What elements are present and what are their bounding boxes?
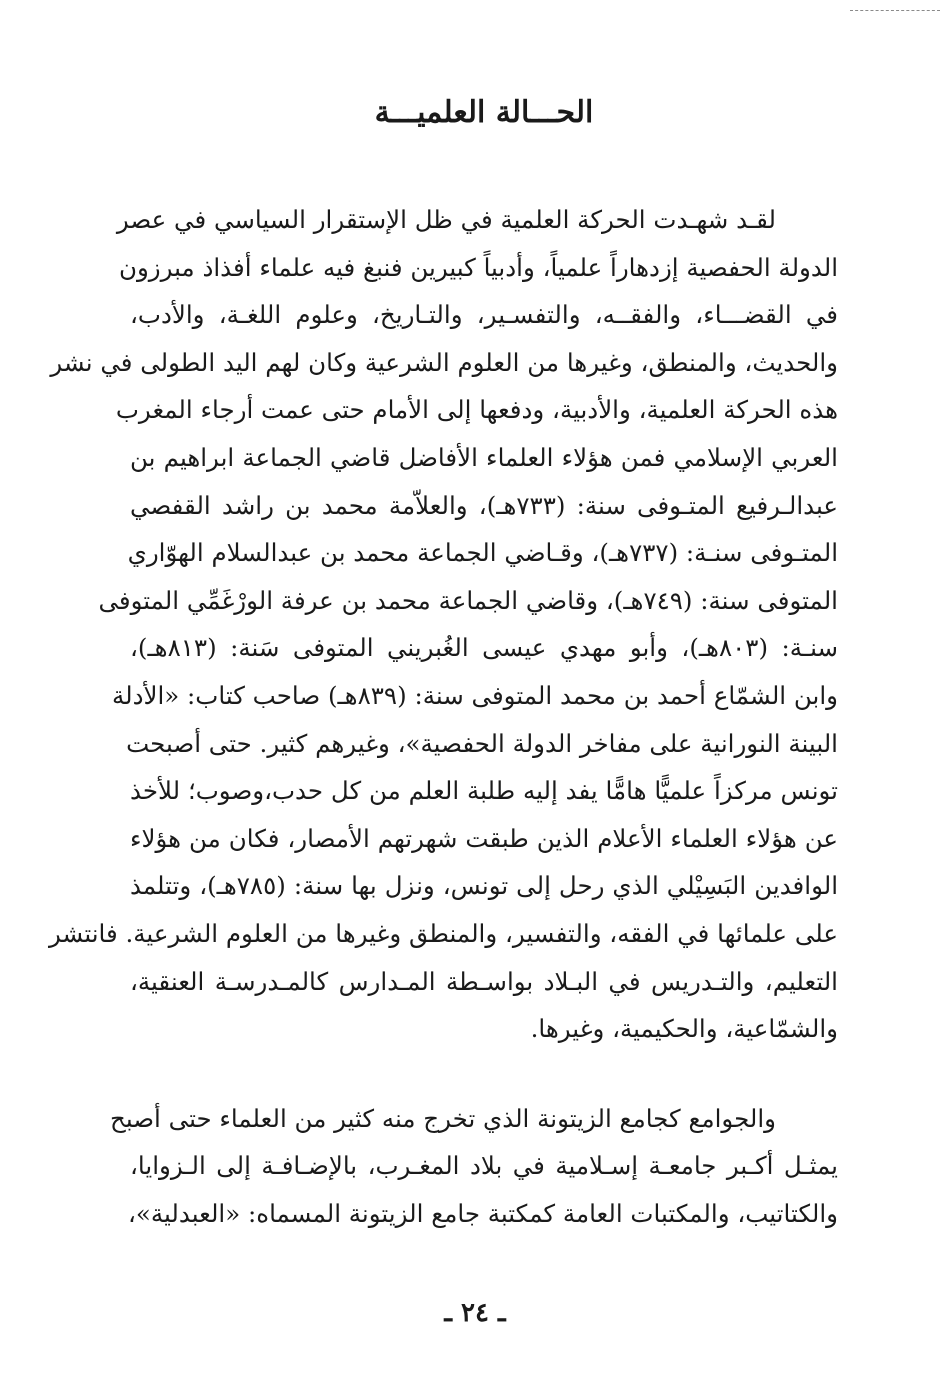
page-title: الحـــالة العلميـــة (374, 95, 594, 130)
text-line: سنـة: (٨٠٣هـ)، وأبو مهدي عيسى الغُبريني المتوفى سَنة: (٨١٣هـ)، (130, 633, 838, 663)
text-line: والحديث، والمنطق، وغيرها من العلوم الشرعية وكان لهم اليد الطولى في نشر (50, 347, 838, 377)
text-line: العربي الإسلامي فمن هؤلاء العلماء الأفاضل قاضي الجماعة ابراهيم بن (130, 442, 838, 472)
scan-edge-mark (850, 10, 940, 11)
document-page (48, 92, 838, 1237)
text-line: تونس مركزاً علميًّا هامًّا يفد إليه طلبة العلم من كل حدب،وصوب؛ للأخذ (130, 776, 838, 806)
text-line: المتوفى سنة: (٧٤٩هـ)، وقاضي الجماعة محمد بن عرفة الورْغَمِّي المتوفى (98, 585, 838, 615)
page-number: ـ ٢٤ ـ (444, 1298, 506, 1328)
text-line: عن هؤلاء العلماء الأعلام الذين طبقت شهرتهم الأمصار، فكان من هؤلاء (130, 823, 838, 853)
text-line: البينة النورانية على مفاخر الدولة الحفصية»، وغيرهم كثير. حتى أصبحت (126, 728, 838, 758)
text-line: على علمائها في الفقه، والتفسير، والمنطق وغيرها من العلوم الشرعية. فانتشر (48, 918, 838, 948)
text-line: والجوامع كجامع الزيتونة الذي تخرج منه كثير من العلماء حتى أصبح (110, 1103, 776, 1133)
paragraph-1 (48, 196, 838, 1053)
text-line: والشمّاعية، والحكيمية، وغيرها. (530, 1014, 838, 1044)
text-line: الدولة الحفصية إزدهاراً علمياً، وأدبياً كبيرين فنبغ فيه علماء أفذاذ مبرزون (118, 252, 838, 282)
text-line: هذه الحركة العلمية، والأدبية، ودفعها إلى الأمام حتى عمت أرجاء المغرب (115, 395, 838, 425)
text-line: المتـوفى سنـة: (٧٣٧هـ)، وقـاضي الجماعة محمد بن عبدالسلام الهوّاري (127, 538, 838, 568)
text-line: يمثـل أكـبر جامعـة إسـلامية في بلاد المغـرب، بالإضـافـة إلى الـزوايا، (130, 1151, 838, 1181)
text-line: التعليم، والتـدريس في البـلاد بواسـطة المـدارس كالمـدرسـة العنقية، (130, 966, 838, 996)
paragraph-2 (110, 1095, 838, 1238)
text-line: لقـد شهـدت الحركة العلمية في ظل الإستقرار السياسي في عصر (116, 205, 776, 234)
text-line: في القضـــاء، والفقــه، والتفسـير، والتـاريخ، وعلوم اللغـة، والأدب، (130, 300, 838, 330)
text-line: والكتاتيب، والمكتبات العامة كمكتبة جامع الزيتونة المسماه: «العبدلية»، (127, 1198, 838, 1228)
text-line: عبدالـرفيع المتـوفى سنة: (٧٣٣هـ)، والعلاّمة محمد بن راشد القفصي (130, 490, 838, 520)
text-line: الوافدين البَسِيْلي الذي رحل إلى تونس، ونزل بها سنة: (٧٨٥هـ)، وتتلمذ (130, 871, 838, 901)
text-line: وابن الشمّاع أحمد بن محمد المتوفى سنة: (٨٣٩هـ) صاحب كتاب: «الأدلة (111, 680, 838, 710)
